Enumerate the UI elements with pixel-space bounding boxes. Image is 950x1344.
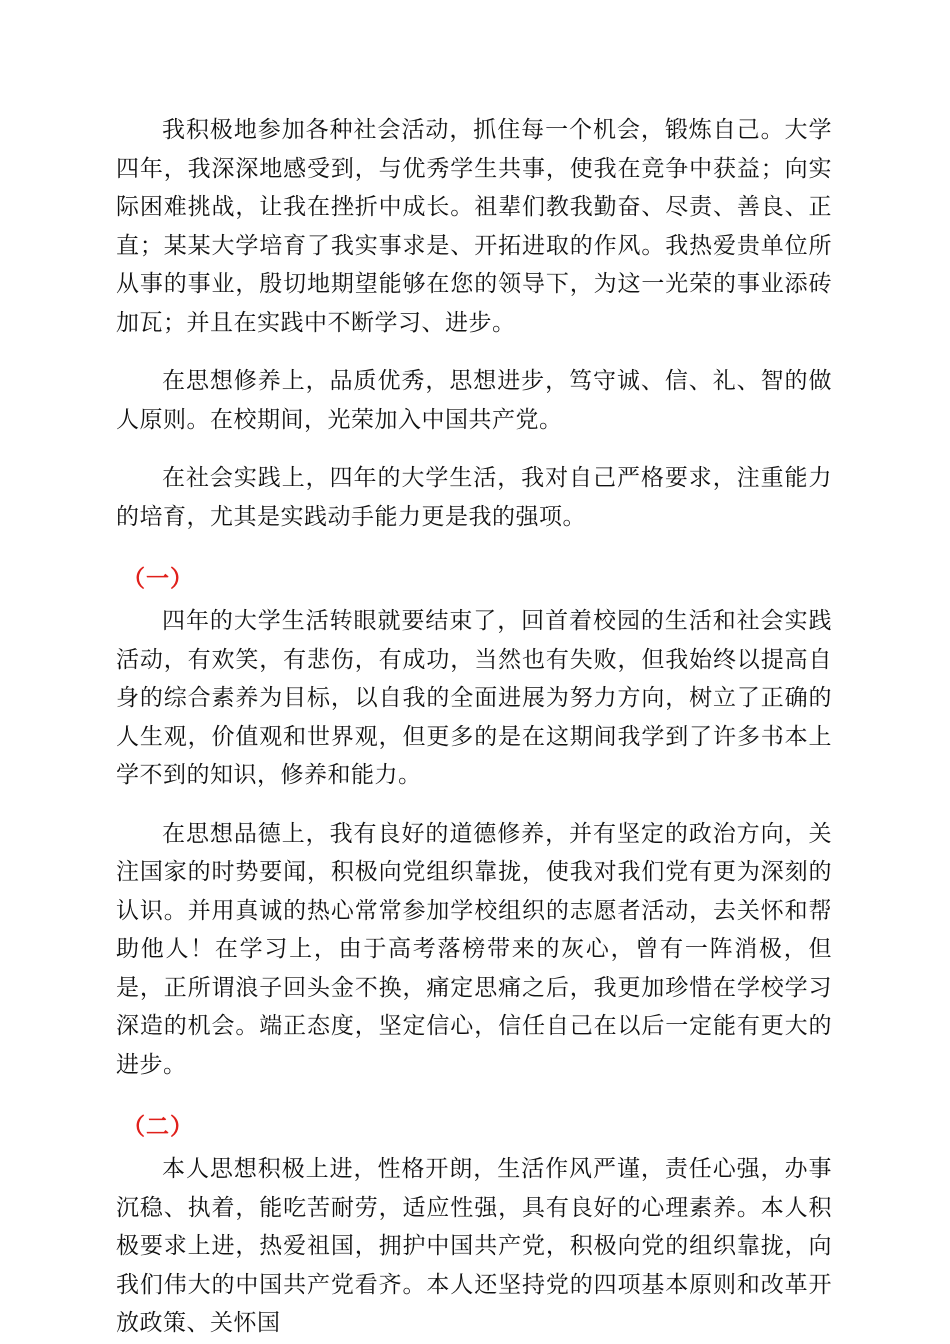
paragraph-activities: 我积极地参加各种社会活动，抓住每一个机会，锻炼自己。大学四年，我深深地感受到，与优秀学生共事，使我在竞争中获益；向实际困难挑战，让我在挫折中成长。祖辈们教我勤奋、尽责、善良、正直；某某大学培育了我实事求是、开拓进取的作风。我热爱贵单位所从事的事业，殷切地期望能够在您的领导下，为这一光荣的事业添砖加瓦；并且在实践中不断学习、进步。 — [116, 117, 832, 336]
paragraph-self-evaluation: 本人思想积极上进，性格开朗，生活作风严谨，责任心强，办事沉稳、执着，能吃苦耐劳，适应性强，具有良好的心理素养。本人积极要求上进，热爱祖国，拥护中国共产党，积极向党的组织靠拢，向我们伟大的中国共产党看齐。本人还坚持党的四项基本原则和改革开放政策、关怀国 — [116, 1156, 832, 1336]
paragraph-college-life: 四年的大学生活转眼就要结束了，回首着校园的生活和社会实践活动，有欢笑，有悲伤，有成功，当然也有失败，但我始终以提高自身的综合素养为目标，以自我的全面进展为努力方向，树立了正确的人生观，价值观和世界观，但更多的是在这期间我学到了许多书本上学不到的知识，修养和能力。 — [116, 608, 832, 788]
paragraph-gap — [116, 536, 832, 560]
section-heading-1: （一） — [122, 565, 194, 592]
paragraph-moral: 在思想品德上，我有良好的道德修养，并有坚定的政治方向，关注国家的时势要闻，积极向党组织靠拢，使我对我们党有更为深刻的认识。并用真诚的热心常常参加学校组织的志愿者活动，去关怀和帮助他人！在学习上，由于高考落榜带来的灰心，曾有一阵消极，但是，正所谓浪子回头金不换，痛定思痛之后，我更加珍惜在学校学习深造的机会。端正态度，坚定信心，信任自己在以后一定能有更大的进步。 — [116, 820, 832, 1078]
paragraph-gap — [116, 795, 832, 815]
paragraph-ideology: 在思想修养上，品质优秀，思想进步，笃守诚、信、礼、智的做人原则。在校期间，光荣加入中国共产党。 — [116, 368, 832, 433]
document-body — [116, 111, 832, 1343]
paragraph-gap — [116, 439, 832, 459]
paragraph-gap — [116, 342, 832, 362]
paragraph-practice: 在社会实践上，四年的大学生活，我对自己严格要求，注重能力的培育，尤其是实践动手能力更是我的强项。 — [116, 465, 832, 530]
paragraph-gap — [116, 1084, 832, 1108]
section-heading-2: （二） — [122, 1113, 194, 1140]
